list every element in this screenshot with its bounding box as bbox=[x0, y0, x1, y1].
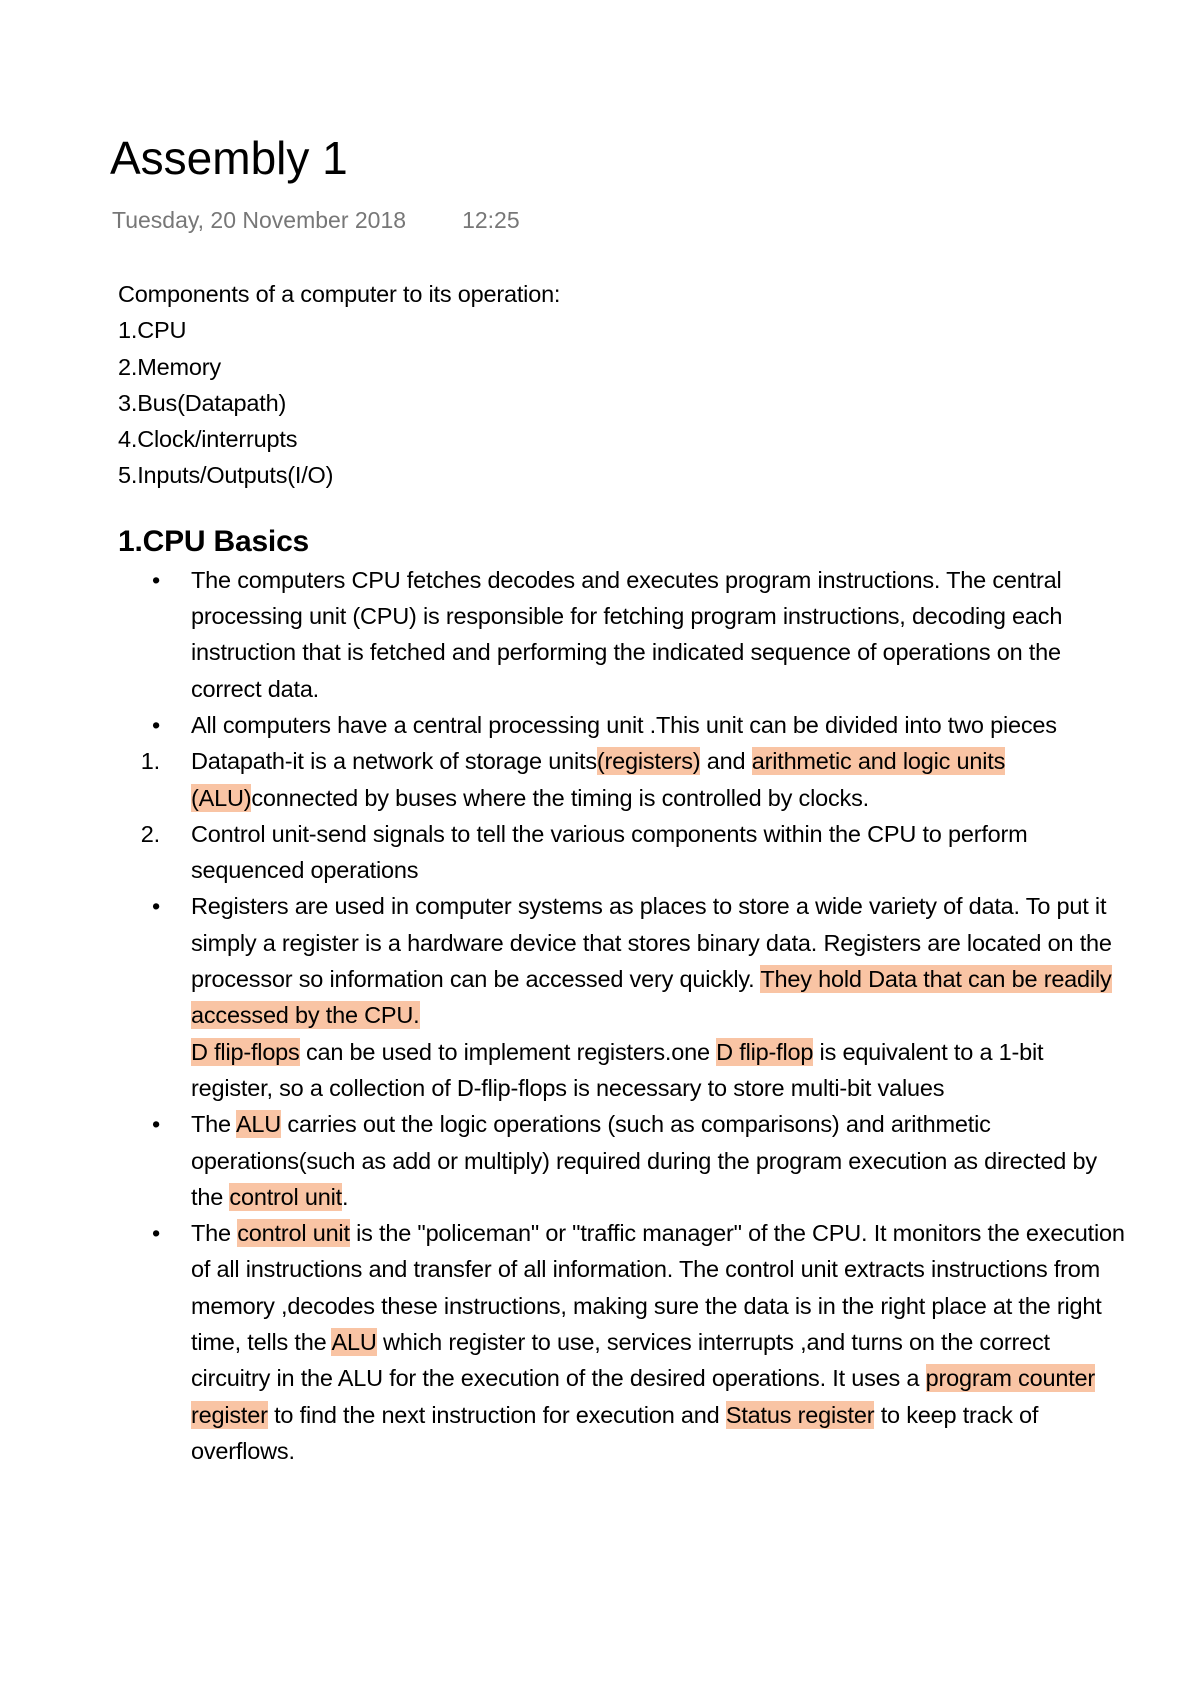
bullet-marker: • bbox=[151, 1111, 161, 1138]
text-run: The bbox=[191, 1111, 236, 1138]
highlighted-term: arithmetic and logic units (ALU) bbox=[191, 748, 1006, 811]
page-title: Assembly 1 bbox=[110, 132, 348, 184]
highlighted-term: (registers) bbox=[596, 748, 701, 775]
text-run: and bbox=[700, 748, 752, 775]
text-run: Control unit-send signals to tell the various components within the CPU to perform sequenced operations bbox=[191, 820, 1028, 884]
text-run: is the "policeman" or "traffic manager" of the CPU. It monitors the execution of all instructions and transfer of all information. The control unit extracts instructions from memory ,decodes these instructions, making sure the data is in the right place at the right time, tells the bbox=[191, 1220, 1125, 1356]
component-item: 1.CPU bbox=[118, 317, 187, 344]
list-item bbox=[118, 743, 1128, 816]
list-item-text bbox=[191, 1110, 1097, 1211]
text-run: is equivalent to a 1-bit register, so a collection of D-flip-flops is necessary to store multi-bit values bbox=[191, 1038, 1044, 1101]
intro-text: Components of a computer to its operation: bbox=[118, 281, 561, 307]
list-item bbox=[118, 562, 1128, 707]
note-timestamp bbox=[112, 205, 520, 235]
bullet-marker: • bbox=[151, 566, 161, 593]
text-run: The bbox=[191, 1220, 238, 1247]
highlighted-term: control unit bbox=[237, 1220, 350, 1247]
text-run: Registers are used in computer systems as places to store a wide variety of data. To put it simply a register is a hardware device that stores binary data. Registers are located on the processor so information can be accessed very quickly. bbox=[191, 893, 1112, 993]
text-run: which register to use, services interrupts ,and turns on the correct circuitry in the ALU for the execution of the desired operations. It uses a bbox=[191, 1329, 1050, 1392]
text-run: carries out the logic operations (such as comparisons) and arithmetic operations(such as add or multiply) required during the program execution as directed by the bbox=[191, 1111, 1097, 1210]
list-item-text bbox=[191, 1219, 1125, 1464]
component-item: 4.Clock/interrupts bbox=[118, 426, 298, 453]
text-run: can be used to implement registers.one bbox=[299, 1038, 717, 1065]
highlighted-term: Status register bbox=[725, 1401, 875, 1428]
list-item-text bbox=[191, 712, 1057, 738]
list-item bbox=[118, 888, 1128, 1106]
list-item-text bbox=[191, 567, 1062, 702]
highlighted-term: ALU bbox=[235, 1111, 282, 1138]
number-marker: 2. bbox=[140, 820, 160, 847]
highlighted-term: control unit bbox=[229, 1183, 342, 1210]
text-run: All computers have a central processing unit .This unit can be divided into two pieces bbox=[191, 711, 1057, 738]
note-time: 12:25 bbox=[462, 207, 520, 233]
bullet-marker: • bbox=[151, 711, 161, 738]
number-marker: 1. bbox=[140, 748, 160, 775]
highlighted-term: ALU bbox=[331, 1329, 377, 1356]
highlighted-term: D flip-flop bbox=[716, 1038, 814, 1065]
list-item-text bbox=[191, 893, 1112, 1100]
list-item bbox=[118, 707, 1128, 743]
component-item: 3.Bus(Datapath) bbox=[118, 389, 287, 416]
text-run: Datapath-it is a network of storage units bbox=[191, 748, 597, 775]
highlighted-term: D flip-flops bbox=[191, 1038, 300, 1065]
bullet-marker: • bbox=[151, 893, 161, 920]
list-item-text bbox=[191, 747, 1005, 811]
components-list bbox=[118, 312, 1128, 493]
text-run: to find the next instruction for execution and bbox=[267, 1401, 726, 1428]
section-heading: 1.CPU Basics bbox=[118, 524, 310, 558]
component-item: 5.Inputs/Outputs(I/O) bbox=[118, 462, 334, 489]
list-item bbox=[118, 1106, 1128, 1215]
cpu-basics-list bbox=[118, 562, 1128, 1469]
highlighted-term: program counter register bbox=[191, 1365, 1096, 1428]
note-date: Tuesday, 20 November 2018 bbox=[112, 207, 407, 233]
text-run: . bbox=[341, 1183, 349, 1210]
highlighted-term: They hold Data that can be readily accessed by the CPU. bbox=[191, 966, 1112, 1029]
component-item: 2.Memory bbox=[118, 353, 221, 380]
list-item bbox=[118, 1215, 1128, 1469]
list-item-text bbox=[191, 821, 1028, 883]
note-body bbox=[118, 276, 1128, 1469]
text-run: connected by buses where the timing is controlled by clocks. bbox=[251, 784, 869, 811]
text-run: The computers CPU fetches decodes and executes program instructions. The central processing unit (CPU) is responsible for fetching program instructions, decoding each instruction that is fetched and performing the indicated sequence of operations on the correct data. bbox=[191, 566, 1063, 702]
list-item bbox=[118, 816, 1128, 889]
bullet-marker: • bbox=[151, 1220, 161, 1247]
text-run: to keep track of overflows. bbox=[191, 1401, 1039, 1464]
